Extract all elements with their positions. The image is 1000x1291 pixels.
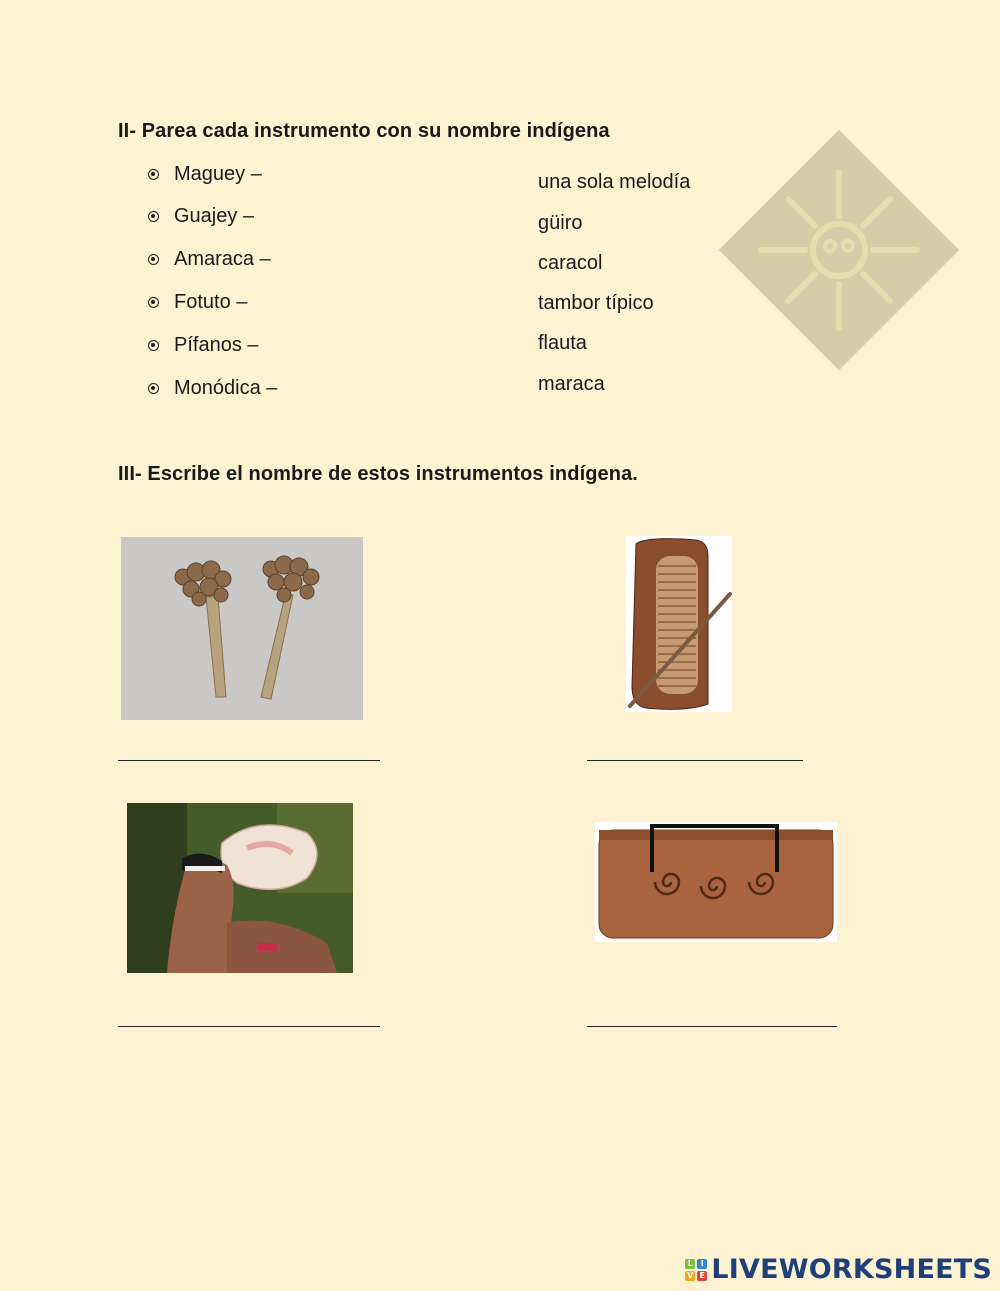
section-3-heading: III- Escribe el nombre de estos instrumentos indígena.	[118, 463, 638, 485]
term-label: Monódica –	[174, 377, 278, 399]
liveworksheets-logo	[685, 1254, 992, 1285]
term-label: Pífanos –	[174, 334, 259, 356]
radio-bullet-icon	[148, 340, 159, 351]
radio-bullet-icon	[148, 297, 159, 308]
definition-item[interactable]: maraca	[538, 373, 605, 395]
drum-image	[595, 822, 837, 942]
brand-name: LIVEWORKSHEETS	[711, 1254, 992, 1285]
radio-bullet-icon	[148, 383, 159, 394]
radio-bullet-icon	[148, 254, 159, 265]
definition-item[interactable]: una sola melodía	[538, 171, 691, 193]
definition-item[interactable]: caracol	[538, 252, 603, 274]
term-item	[148, 291, 247, 314]
term-label: Maguey –	[174, 163, 262, 185]
guiro-image	[626, 536, 732, 712]
term-item	[148, 334, 259, 357]
definition-item[interactable]: tambor típico	[538, 292, 654, 314]
definition-item[interactable]: güiro	[538, 212, 583, 234]
section-2-heading: II- Parea cada instrumento con su nombre indígena	[118, 120, 610, 142]
answer-line[interactable]	[587, 1026, 837, 1027]
term-item	[148, 205, 254, 228]
term-label: Guajey –	[174, 205, 255, 227]
definition-item[interactable]: flauta	[538, 332, 587, 354]
maracas-image	[121, 537, 363, 720]
term-label: Fotuto –	[174, 291, 248, 313]
answer-line[interactable]	[118, 1026, 380, 1027]
conch-shell-image	[127, 803, 353, 973]
term-item	[148, 248, 271, 271]
term-label: Amaraca –	[174, 248, 271, 270]
answer-line[interactable]	[118, 760, 380, 761]
answer-line[interactable]	[587, 760, 803, 761]
radio-bullet-icon	[148, 169, 159, 180]
liveworksheets-logo-icon: L I V E	[685, 1259, 707, 1281]
term-item	[148, 163, 262, 186]
sun-petroglyph-decoration	[715, 125, 965, 375]
term-item	[148, 377, 277, 400]
radio-bullet-icon	[148, 211, 159, 222]
